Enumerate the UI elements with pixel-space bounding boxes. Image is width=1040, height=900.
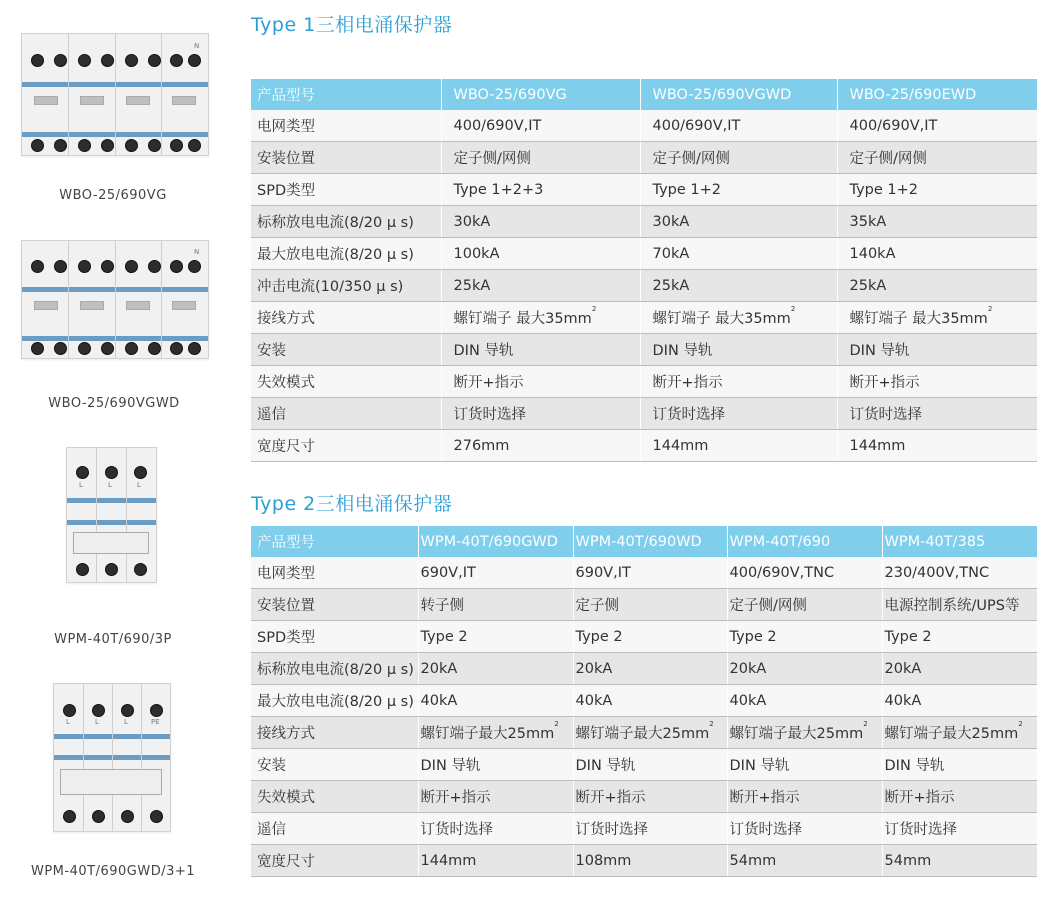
superscript-mark: 2 <box>554 720 559 728</box>
table-header-row <box>251 79 1037 110</box>
superscript-mark: 2 <box>1018 720 1023 728</box>
header-model: WPM-40T/385 <box>882 526 1037 557</box>
table-cell: DIN 导轨 <box>573 749 727 781</box>
table-cell: 定子侧/网侧 <box>441 142 640 174</box>
header-model: WPM-40T/690GWD <box>418 526 573 557</box>
table-cell: 30kA <box>640 206 837 238</box>
table-cell: 转子侧 <box>418 589 573 621</box>
header-label: 产品型号 <box>251 79 441 110</box>
table-cell: 276mm <box>441 430 640 462</box>
table-cell: 20kA <box>573 653 727 685</box>
header-model: WPM-40T/690WD <box>573 526 727 557</box>
table-cell: 断开+指示 <box>640 366 837 398</box>
row-label: 接线方式 <box>251 302 441 334</box>
table-cell: 螺钉端子最大$25mm^2$ <box>882 717 1037 749</box>
table-cell: 400/690V,IT <box>441 110 640 142</box>
table-row <box>251 589 1037 621</box>
superscript-mark: 2 <box>987 305 993 313</box>
row-label: 最大放电电流(8/20 μ s) <box>251 685 418 717</box>
table-cell: 40kA <box>882 685 1037 717</box>
header-model: WBO-25/690VG <box>441 79 640 110</box>
header-label: 产品型号 <box>251 526 418 557</box>
table-cell: 订货时选择 <box>837 398 1037 430</box>
table-row <box>251 781 1037 813</box>
table-row <box>251 845 1037 877</box>
device-n-mark: N <box>194 248 200 256</box>
table-cell: 螺钉端子最大$25mm^2$ <box>418 717 573 749</box>
table-row <box>251 557 1037 589</box>
superscript-mark: 2 <box>863 720 868 728</box>
table-cell: 144mm <box>640 430 837 462</box>
device-l-mark: L <box>124 718 128 726</box>
product-image-wpm-40t-690-3p <box>66 447 157 583</box>
product-caption-1: WBO-25/690VG <box>59 188 167 203</box>
table-row <box>251 685 1037 717</box>
table-cell: DIN 导轨 <box>418 749 573 781</box>
row-label: 宽度尺寸 <box>251 845 418 877</box>
table-cell: 螺钉端子 最大$35mm^2$ <box>640 302 837 334</box>
table-cell: 144mm <box>418 845 573 877</box>
table-cell: 25kA <box>837 270 1037 302</box>
table-cell: DIN 导轨 <box>441 334 640 366</box>
superscript-mark: 2 <box>591 305 597 313</box>
table-cell: 定子侧 <box>573 589 727 621</box>
product-image-wbo-25-690vgwd <box>21 240 209 359</box>
table-cell: 断开+指示 <box>837 366 1037 398</box>
type1-spec-table <box>251 79 1037 462</box>
table-cell: 140kA <box>837 238 1037 270</box>
table-row <box>251 174 1037 206</box>
row-label: 电网类型 <box>251 557 418 589</box>
row-label: 安装 <box>251 334 441 366</box>
device-l-mark: L <box>137 481 141 489</box>
table-row <box>251 302 1037 334</box>
row-label: 安装位置 <box>251 589 418 621</box>
table-cell: 断开+指示 <box>418 781 573 813</box>
table-cell: 54mm <box>882 845 1037 877</box>
table-cell: 400/690V,IT <box>640 110 837 142</box>
table-cell: 20kA <box>727 653 882 685</box>
table-cell: 断开+指示 <box>882 781 1037 813</box>
row-label: SPD类型 <box>251 621 418 653</box>
table-cell: 订货时选择 <box>640 398 837 430</box>
row-label: 电网类型 <box>251 110 441 142</box>
row-label: 安装位置 <box>251 142 441 174</box>
table-row <box>251 653 1037 685</box>
table-row <box>251 270 1037 302</box>
type2-title: Type 2三相电涌保护器 <box>251 493 453 515</box>
table-row <box>251 398 1037 430</box>
row-label: 宽度尺寸 <box>251 430 441 462</box>
table-row <box>251 430 1037 462</box>
device-l-mark: L <box>79 481 83 489</box>
table-cell: 70kA <box>640 238 837 270</box>
header-model: WBO-25/690EWD <box>837 79 1037 110</box>
header-model: WBO-25/690VGWD <box>640 79 837 110</box>
table-cell: 25kA <box>441 270 640 302</box>
table-cell: 20kA <box>882 653 1037 685</box>
table-cell: 定子侧/网侧 <box>727 589 882 621</box>
table-cell: 25kA <box>640 270 837 302</box>
table-cell: 螺钉端子 最大$35mm^2$ <box>837 302 1037 334</box>
table-row <box>251 206 1037 238</box>
superscript-mark: 2 <box>709 720 714 728</box>
table-cell: 订货时选择 <box>418 813 573 845</box>
product-caption-4: WPM-40T/690GWD/3+1 <box>30 864 196 879</box>
table-row <box>251 749 1037 781</box>
table-cell: Type 1+2 <box>640 174 837 206</box>
row-label: 标称放电电流(8/20 μ s) <box>251 653 418 685</box>
row-label: 最大放电电流(8/20 μ s) <box>251 238 441 270</box>
table-cell: Type 2 <box>882 621 1037 653</box>
device-l-mark: L <box>108 481 112 489</box>
row-label: SPD类型 <box>251 174 441 206</box>
table-cell: 断开+指示 <box>441 366 640 398</box>
row-label: 接线方式 <box>251 717 418 749</box>
row-label: 标称放电电流(8/20 μ s) <box>251 206 441 238</box>
table-cell: DIN 导轨 <box>882 749 1037 781</box>
type2-spec-table <box>251 526 1037 877</box>
table-row <box>251 142 1037 174</box>
table-cell: 40kA <box>727 685 882 717</box>
table-cell: 690V,IT <box>418 557 573 589</box>
type1-title: Type 1三相电涌保护器 <box>251 14 453 36</box>
table-cell: DIN 导轨 <box>640 334 837 366</box>
table-row <box>251 334 1037 366</box>
row-label: 安装 <box>251 749 418 781</box>
table-cell: 108mm <box>573 845 727 877</box>
row-label: 冲击电流(10/350 μ s) <box>251 270 441 302</box>
table-cell: 100kA <box>441 238 640 270</box>
table-cell: 144mm <box>837 430 1037 462</box>
table-cell: 40kA <box>418 685 573 717</box>
product-caption-3: WPM-40T/690/3P <box>54 632 172 647</box>
device-n-mark: N <box>194 42 200 50</box>
table-cell: 螺钉端子 最大$35mm^2$ <box>441 302 640 334</box>
table-cell: DIN 导轨 <box>727 749 882 781</box>
table-row <box>251 813 1037 845</box>
table-cell: 35kA <box>837 206 1037 238</box>
table-cell: 订货时选择 <box>882 813 1037 845</box>
table-cell: 订货时选择 <box>727 813 882 845</box>
row-label: 遥信 <box>251 813 418 845</box>
table-cell: Type 2 <box>727 621 882 653</box>
table-cell: 400/690V,TNC <box>727 557 882 589</box>
table-cell: 40kA <box>573 685 727 717</box>
table-cell: 30kA <box>441 206 640 238</box>
table-cell: 螺钉端子最大$25mm^2$ <box>727 717 882 749</box>
table-cell: DIN 导轨 <box>837 334 1037 366</box>
table-cell: 690V,IT <box>573 557 727 589</box>
table-row <box>251 238 1037 270</box>
table-cell: 断开+指示 <box>573 781 727 813</box>
table-cell: 电源控制系统/UPS等 <box>882 589 1037 621</box>
table-cell: 定子侧/网侧 <box>837 142 1037 174</box>
table-cell: 断开+指示 <box>727 781 882 813</box>
table-cell: 230/400V,TNC <box>882 557 1037 589</box>
device-l-mark: L <box>66 718 70 726</box>
table-cell: Type 2 <box>418 621 573 653</box>
table-cell: 订货时选择 <box>573 813 727 845</box>
product-column <box>0 0 240 900</box>
table-row <box>251 621 1037 653</box>
header-model: WPM-40T/690 <box>727 526 882 557</box>
table-header-row <box>251 526 1037 557</box>
row-label: 遥信 <box>251 398 441 430</box>
table-cell: 54mm <box>727 845 882 877</box>
table-cell: 20kA <box>418 653 573 685</box>
row-label: 失效模式 <box>251 366 441 398</box>
table-row <box>251 717 1037 749</box>
row-label: 失效模式 <box>251 781 418 813</box>
table-row <box>251 110 1037 142</box>
table-row <box>251 366 1037 398</box>
product-image-wpm-40t-690gwd-3-1 <box>53 683 171 832</box>
table-cell: Type 1+2 <box>837 174 1037 206</box>
table-cell: 订货时选择 <box>441 398 640 430</box>
table-cell: 螺钉端子最大$25mm^2$ <box>573 717 727 749</box>
product-caption-2: WBO-25/690VGWD <box>48 396 180 411</box>
table-cell: Type 2 <box>573 621 727 653</box>
device-l-mark: L <box>95 718 99 726</box>
table-cell: Type 1+2+3 <box>441 174 640 206</box>
table-cell: 定子侧/网侧 <box>640 142 837 174</box>
table-cell: 400/690V,IT <box>837 110 1037 142</box>
product-image-wbo-25-690vg <box>21 33 209 156</box>
superscript-mark: 2 <box>790 305 796 313</box>
device-pe-mark: PE <box>151 718 160 726</box>
